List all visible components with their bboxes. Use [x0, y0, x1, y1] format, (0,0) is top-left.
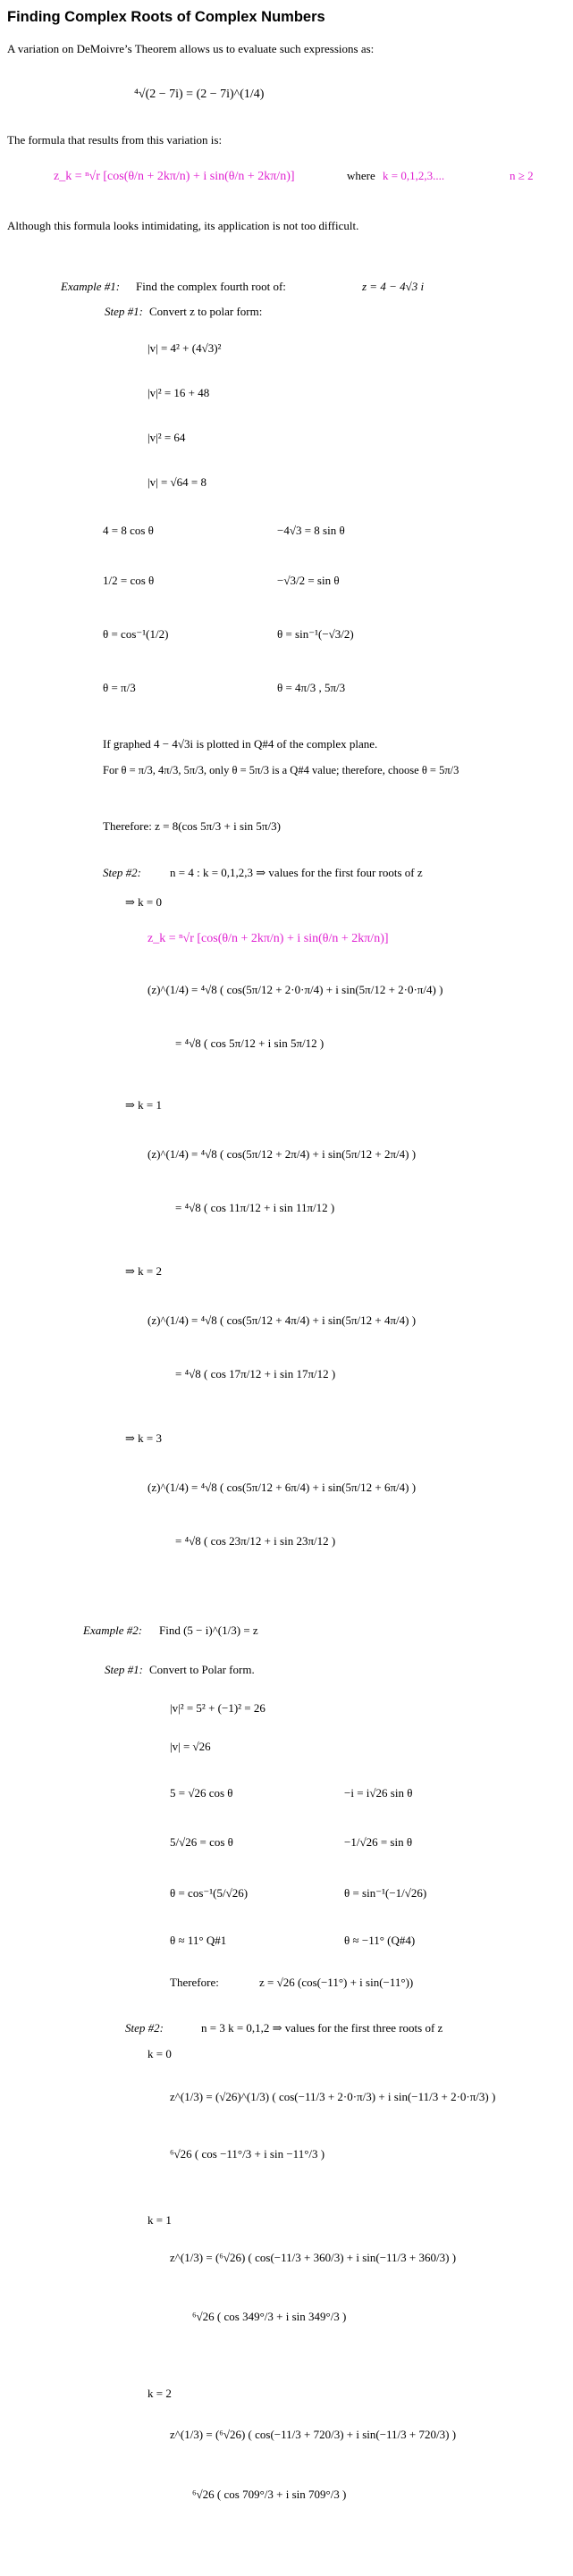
- ex2-polar-line-2: |v| = √26: [170, 1740, 211, 1753]
- note-text: Although this formula looks intimidating, its application is not too difficult.: [7, 219, 359, 232]
- ex2-polar-line-1: |v|² = 5² + (−1)² = 26: [170, 1701, 265, 1715]
- ex1-step2-label: Step #2:: [103, 866, 141, 879]
- formula-n-condition: n ≥ 2: [510, 169, 534, 182]
- ex1-polar-line-2: |v|² = 16 + 48: [147, 386, 210, 399]
- ex2-cos-eq-2: 5/√26 = cos θ: [170, 1835, 233, 1849]
- ex2-root-k1-expand: z^(1/3) = (⁶√26) ( cos(−11/3 + 360/3) + i sin(−11/3 + 360/3) ): [170, 2251, 457, 2264]
- ex1-root-k1-expand: (z)^(1/4) = ⁴√8 ( cos(5π/12 + 2π/4) + i sin(5π/12 + 2π/4) ): [147, 1147, 417, 1161]
- ex2-root-k2-label: k = 2: [147, 2387, 172, 2400]
- ex1-root-k2-label: ⇒ k = 2: [125, 1264, 162, 1278]
- ex1-polar-line-1: |v| = 4² + (4√3)²: [147, 341, 222, 355]
- ex2-root-k0-expand: z^(1/3) = (√26)^(1/3) ( cos(−11/3 + 2·0·π/3) + i sin(−11/3 + 2·0·π/3) ): [170, 2090, 496, 2103]
- ex1-graph-note: If graphed 4 − 4√3i is plotted in Q#4 of the complex plane.: [103, 737, 378, 751]
- ex2-root-k0-label: k = 0: [147, 2047, 172, 2060]
- formula-k-values: k = 0,1,2,3....: [383, 169, 445, 182]
- formula-where: where: [347, 169, 375, 182]
- ex1-root-k3-label: ⇒ k = 3: [125, 1431, 162, 1445]
- ex2-root-k2-result: ⁶√26 ( cos 709°/3 + i sin 709°/3 ): [192, 2488, 347, 2501]
- ex2-root-k1-result: ⁶√26 ( cos 349°/3 + i sin 349°/3 ): [192, 2310, 347, 2323]
- ex2-cos-eq-1: 5 = √26 cos θ: [170, 1786, 233, 1800]
- ex1-root-k3-result: = ⁴√8 ( cos 23π/12 + i sin 23π/12 ): [175, 1534, 336, 1548]
- ex1-sin-eq-3: θ = sin⁻¹(−√3/2): [277, 627, 354, 641]
- ex1-sin-eq-4: θ = 4π/3 , 5π/3: [277, 681, 346, 694]
- page-title: Finding Complex Roots of Complex Numbers: [7, 9, 325, 25]
- ex1-cos-eq-4: θ = π/3: [103, 681, 136, 694]
- ex2-root-k1-label: k = 1: [147, 2213, 172, 2227]
- ex2-sin-eq-1: −i = i√26 sin θ: [344, 1786, 413, 1800]
- ex1-cos-eq-3: θ = cos⁻¹(1/2): [103, 627, 169, 641]
- ex1-step1-text: Convert z to polar form:: [149, 305, 263, 318]
- ex1-choose-note: For θ = π/3, 4π/3, 5π/3, only θ = 5π/3 is a Q#4 value; therefore, choose θ = 5π/3: [103, 764, 459, 776]
- ex1-root-k2-expand: (z)^(1/4) = ⁴√8 ( cos(5π/12 + 4π/4) + i sin(5π/12 + 4π/4) ): [147, 1313, 417, 1327]
- ex2-step2-label: Step #2:: [125, 2021, 164, 2035]
- ex1-prompt: Find the complex fourth root of:: [136, 280, 286, 293]
- ex2-prompt: Find (5 − i)^(1/3) = z: [159, 1624, 258, 1637]
- ex2-sin-eq-4: θ ≈ −11° (Q#4): [344, 1934, 416, 1947]
- ex2-step1-text: Convert to Polar form.: [149, 1663, 255, 1676]
- intro-text: A variation on DeMoivre’s Theorem allows us to evaluate such expressions as:: [7, 42, 375, 55]
- ex1-cos-eq-1: 4 = 8 cos θ: [103, 524, 154, 537]
- ex1-root-k0-result: = ⁴√8 ( cos 5π/12 + i sin 5π/12 ): [175, 1036, 324, 1050]
- demoivre-formula: z_k = ⁿ√r [cos(θ/n + 2kπ/n) + i sin(θ/n + 2kπ/n)]: [54, 170, 295, 183]
- ex1-cos-eq-2: 1/2 = cos θ: [103, 574, 155, 587]
- ex2-cos-eq-4: θ ≈ 11° Q#1: [170, 1934, 227, 1947]
- ex1-root-k3-expand: (z)^(1/4) = ⁴√8 ( cos(5π/12 + 6π/4) + i sin(5π/12 + 6π/4) ): [147, 1481, 417, 1494]
- ex2-sin-eq-3: θ = sin⁻¹(−1/√26): [344, 1886, 427, 1900]
- ex1-polar-line-3: |v|² = 64: [147, 431, 186, 444]
- ex2-therefore-label: Therefore:: [170, 1976, 219, 1989]
- ex2-cos-eq-3: θ = cos⁻¹(5/√26): [170, 1886, 249, 1900]
- ex1-sin-eq-1: −4√3 = 8 sin θ: [277, 524, 345, 537]
- ex1-sin-eq-2: −√3/2 = sin θ: [277, 574, 340, 587]
- ex2-root-k0-result: ⁶√26 ( cos −11°/3 + i sin −11°/3 ): [170, 2147, 325, 2161]
- ex1-expression: z = 4 − 4√3 i: [362, 280, 425, 293]
- ex2-label: Example #2:: [83, 1624, 143, 1637]
- ex2-root-k2-expand: z^(1/3) = (⁶√26) ( cos(−11/3 + 720/3) + i sin(−11/3 + 720/3) ): [170, 2428, 457, 2441]
- ex1-therefore: Therefore: z = 8(cos 5π/3 + i sin 5π/3): [103, 819, 281, 833]
- ex1-root-k0-label: ⇒ k = 0: [125, 895, 162, 909]
- ex1-root-k1-result: = ⁴√8 ( cos 11π/12 + i sin 11π/12 ): [175, 1201, 335, 1214]
- ex1-step1-label: Step #1:: [105, 305, 143, 318]
- ex1-label: Example #1:: [61, 280, 121, 293]
- ex1-root-k2-result: = ⁴√8 ( cos 17π/12 + i sin 17π/12 ): [175, 1367, 336, 1380]
- ex2-step2-text: n = 3 k = 0,1,2 ⇒ values for the first three roots of z: [201, 2021, 443, 2035]
- ex2-therefore-expr: z = √26 (cos(−11°) + i sin(−11°)): [259, 1976, 414, 1989]
- ex2-sin-eq-2: −1/√26 = sin θ: [344, 1835, 413, 1849]
- ex1-step2-text: n = 4 : k = 0,1,2,3 ⇒ values for the first four roots of z: [170, 866, 423, 879]
- ex2-step1-label: Step #1:: [105, 1663, 143, 1676]
- ex1-polar-line-4: |v| = √64 = 8: [147, 475, 207, 489]
- ex1-root-k0-expand: (z)^(1/4) = ⁴√8 ( cos(5π/12 + 2·0·π/4) + i sin(5π/12 + 2·0·π/4) ): [147, 983, 443, 996]
- ex1-root-k0-formula: z_k = ⁿ√r [cos(θ/n + 2kπ/n) + i sin(θ/n + 2kπ/n)]: [147, 932, 389, 945]
- formula-intro: The formula that results from this variation is:: [7, 133, 223, 147]
- intro-expression: ⁴√(2 − 7i) = (2 − 7i)^(1/4): [134, 88, 265, 101]
- ex1-root-k1-label: ⇒ k = 1: [125, 1098, 162, 1112]
